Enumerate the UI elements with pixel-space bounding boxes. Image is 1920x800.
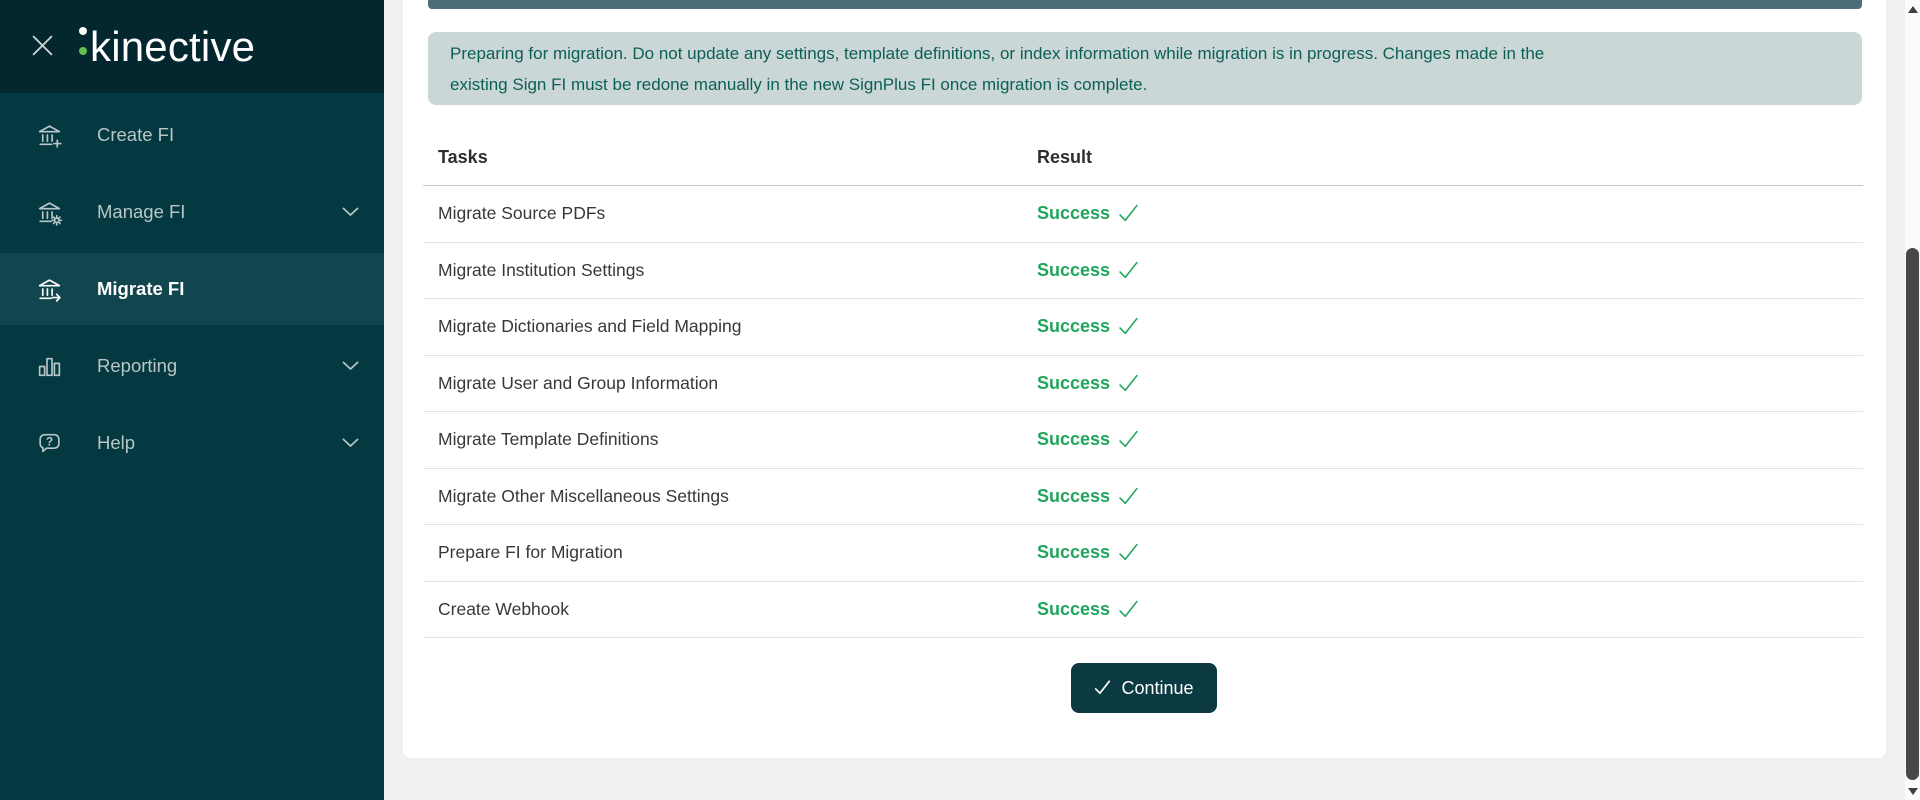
sidebar-item-create-fi[interactable]	[0, 99, 384, 171]
brand-logo[interactable]	[78, 20, 255, 76]
check-icon	[1118, 374, 1139, 393]
close-sidebar-button[interactable]	[28, 31, 56, 59]
migration-notice	[428, 32, 1862, 105]
migration-notice-line2: existing Sign FI must be redone manually in the new SignPlus FI once migration is complete.	[450, 75, 1148, 94]
check-icon	[1118, 487, 1139, 506]
bar-chart-icon	[36, 353, 63, 380]
task-name: Create Webhook	[438, 598, 570, 619]
task-name: Migrate Other Miscellaneous Settings	[438, 485, 729, 506]
check-icon	[1118, 317, 1139, 336]
close-icon	[31, 34, 54, 57]
table-row	[423, 582, 1863, 639]
chevron-down-icon	[342, 207, 359, 217]
sidebar	[0, 0, 384, 800]
sidebar-item-label: Migrate FI	[97, 278, 185, 299]
task-name: Migrate User and Group Information	[438, 372, 719, 393]
table-row	[423, 469, 1863, 526]
sidebar-item-label: Manage FI	[97, 201, 186, 222]
vertical-scrollbar	[1905, 0, 1920, 800]
task-name: Prepare FI for Migration	[438, 542, 623, 563]
content-card	[403, 0, 1886, 758]
table-header-row	[423, 105, 1863, 186]
arrow-up-icon	[1908, 6, 1918, 13]
table-row	[423, 186, 1863, 243]
task-name: Migrate Source PDFs	[438, 203, 606, 224]
sidebar-item-reporting[interactable]	[0, 330, 384, 402]
svg-text:?: ?	[45, 434, 54, 449]
previous-banner-edge	[428, 0, 1862, 9]
result-status: Success	[1037, 203, 1111, 224]
arrow-down-icon	[1908, 788, 1918, 795]
sidebar-nav	[0, 93, 384, 479]
chevron-down-icon	[342, 361, 359, 371]
check-icon	[1118, 204, 1139, 223]
check-icon	[1118, 430, 1139, 449]
scroll-up-button[interactable]	[1905, 2, 1920, 16]
task-name: Migrate Institution Settings	[438, 259, 645, 280]
result-status: Success	[1037, 429, 1111, 450]
result-status: Success	[1037, 485, 1111, 506]
table-row	[423, 525, 1863, 582]
bank-plus-icon	[36, 122, 63, 149]
table-row	[423, 356, 1863, 413]
task-name: Migrate Dictionaries and Field Mapping	[438, 316, 742, 337]
result-status: Success	[1037, 542, 1111, 563]
table-row	[423, 243, 1863, 300]
result-status: Success	[1037, 259, 1111, 280]
brand-logo-text: kinective	[90, 23, 256, 70]
migration-tasks-table	[423, 105, 1863, 638]
result-column-header: Result	[1037, 147, 1093, 167]
check-icon	[1118, 261, 1139, 280]
sidebar-item-label: Create FI	[97, 124, 175, 145]
bank-arrow-icon	[36, 276, 63, 303]
sidebar-item-label: Reporting	[97, 355, 178, 376]
chevron-down-icon	[342, 438, 359, 448]
help-bubble-icon	[36, 430, 63, 457]
continue-button-label: Continue	[1121, 677, 1194, 698]
result-status: Success	[1037, 316, 1111, 337]
table-row	[423, 299, 1863, 356]
check-icon	[1118, 600, 1139, 619]
scroll-down-button[interactable]	[1905, 784, 1920, 798]
scrollbar-thumb[interactable]	[1906, 248, 1919, 780]
check-icon	[1118, 543, 1139, 562]
brand-logo-dots-icon	[78, 20, 90, 76]
result-status: Success	[1037, 598, 1111, 619]
table-row	[423, 412, 1863, 469]
sidebar-header	[0, 0, 384, 93]
sidebar-item-help[interactable]	[0, 407, 384, 479]
continue-button[interactable]	[1071, 663, 1217, 713]
bank-gear-icon	[36, 199, 63, 226]
sidebar-item-manage-fi[interactable]	[0, 176, 384, 248]
sidebar-item-label: Help	[97, 432, 136, 453]
check-icon	[1094, 680, 1111, 696]
task-name: Migrate Template Definitions	[438, 429, 659, 450]
sidebar-item-migrate-fi[interactable]	[0, 253, 384, 325]
migration-notice-line1: Preparing for migration. Do not update any settings, template definitions, or index information while migration is in progress. Changes made in the	[450, 44, 1545, 63]
tasks-column-header: Tasks	[438, 147, 488, 167]
result-status: Success	[1037, 372, 1111, 393]
